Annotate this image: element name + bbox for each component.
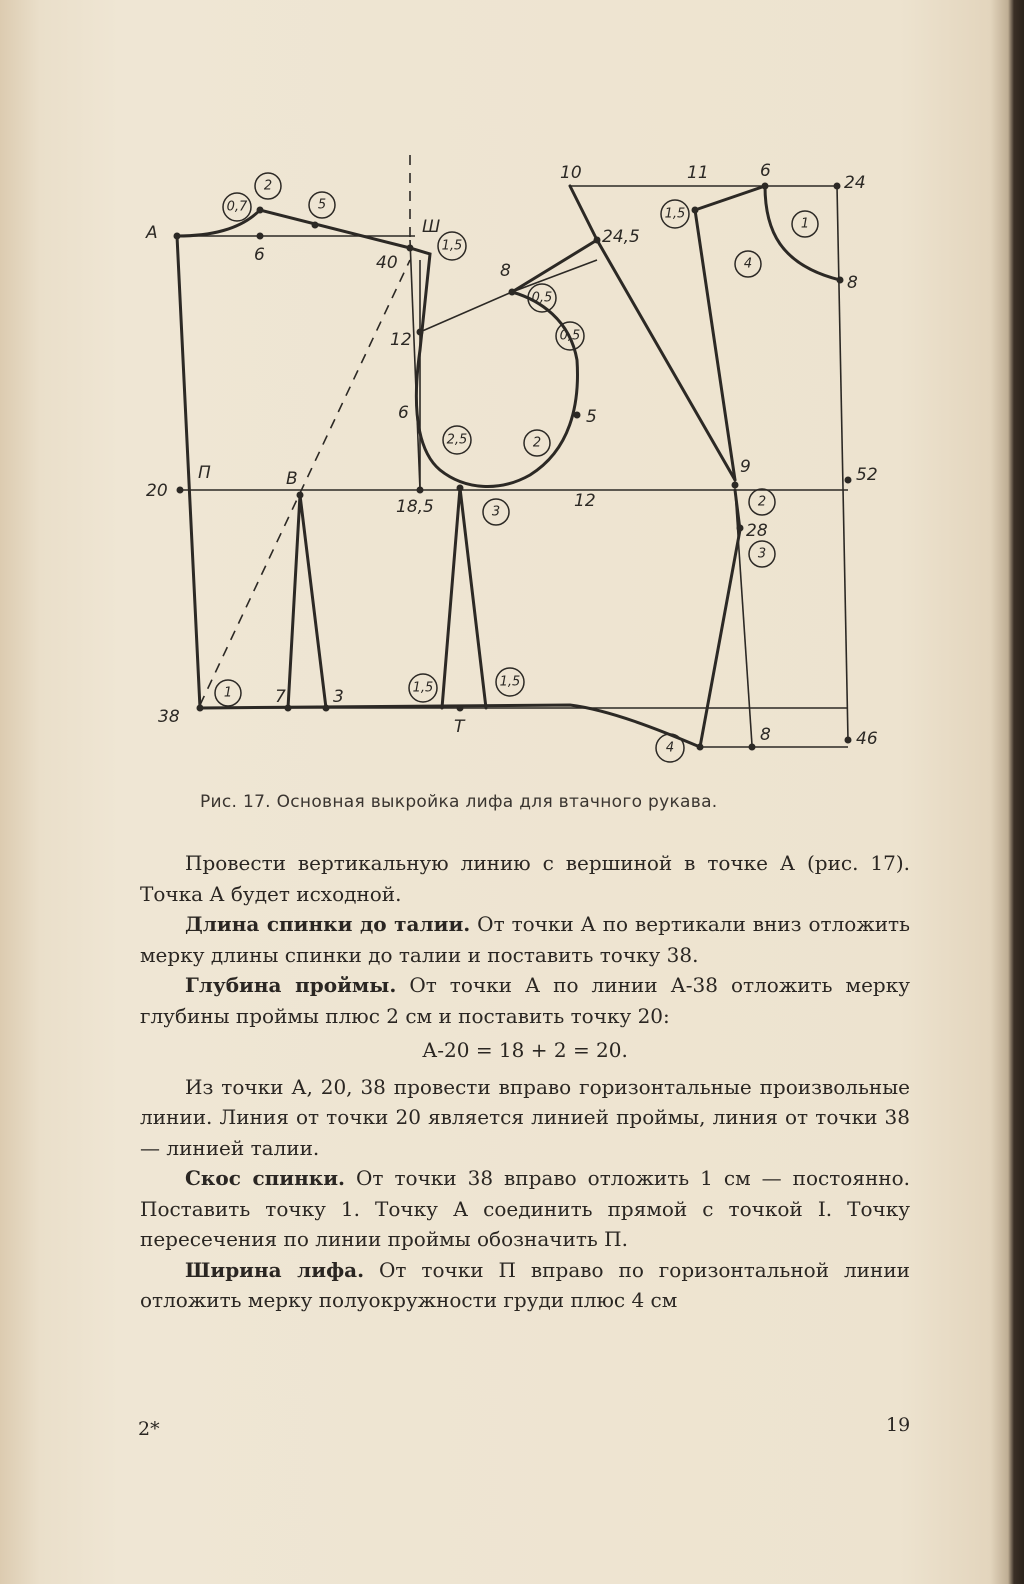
circle-0-7: 0,7 (226, 199, 248, 215)
circle-1-waist: 1 (223, 685, 233, 701)
formula: А-20 = 18 + 2 = 20. (422, 1038, 628, 1062)
label-20: 20 (146, 481, 168, 501)
label-24: 24 (844, 173, 866, 193)
circle-0-5-a: 0,5 (531, 290, 553, 306)
circle-3-armhole: 3 (491, 504, 501, 520)
label-52: 52 (856, 465, 878, 485)
circle-4-bottom: 4 (665, 740, 675, 756)
front-center-line (695, 210, 735, 480)
point-armhole-bottom (457, 485, 464, 492)
circle-3-side: 3 (757, 546, 767, 562)
label-b: В (286, 469, 298, 489)
heading-back-length: Длина спинки до талии. (185, 912, 471, 936)
label-5: 5 (586, 407, 597, 427)
paragraph-1: Провести вертикальную линию с вершиной в точке А (рис. 17). Точка А будет исходной. (140, 851, 910, 906)
point-24 (834, 183, 841, 190)
page-number: 19 (886, 1414, 911, 1436)
label-6-armhole: 6 (398, 403, 409, 423)
point-8-front (837, 277, 844, 284)
waist-line (200, 705, 700, 747)
point-t (457, 705, 464, 712)
circle-1-5-dart-left: 1,5 (412, 680, 434, 696)
pattern-drawing (140, 150, 920, 790)
front-shoulder (695, 186, 765, 210)
paragraph-6-body: От точки П вправо по горизонтальной линии отложить мерку полуокружности груди плюс 4 см (140, 1257, 910, 1312)
label-p: П (198, 463, 211, 483)
circle-1-5-shoulder: 1,5 (441, 238, 463, 254)
paragraph-6 (140, 1255, 910, 1316)
point-neck-top (257, 207, 264, 214)
label-6-front: 6 (760, 161, 771, 181)
figure-caption: Рис. 17. Основная выкройка лифа для втачного рукава. (200, 792, 718, 812)
bodice-pattern-diagram (140, 150, 920, 790)
point-b (297, 492, 304, 499)
circle-2-armhole: 2 (532, 435, 542, 451)
label-6-neck: 6 (254, 245, 265, 265)
label-8-bottom: 8 (760, 725, 771, 745)
circle-2-side: 2 (757, 494, 767, 510)
label-7: 7 (275, 687, 286, 707)
body-text (140, 848, 910, 1316)
circle-1-5-dart-right: 1,5 (499, 674, 521, 690)
label-t: Т (454, 717, 465, 737)
label-9: 9 (740, 457, 751, 477)
point-a (174, 233, 181, 240)
heading-back-slope: Скос спинки. (185, 1166, 346, 1190)
point-shoulder-5 (312, 222, 319, 229)
back-dart (288, 495, 326, 708)
point-20 (177, 487, 184, 494)
heading-armhole-depth: Глубина проймы. (185, 973, 397, 997)
label-18-5: 18,5 (396, 497, 434, 517)
label-12-left: 12 (390, 330, 412, 350)
label-12-right: 12 (574, 491, 596, 511)
circle-0-5-b: 0,5 (559, 328, 581, 344)
circle-1-neck: 1 (800, 216, 810, 232)
point-38 (197, 705, 204, 712)
label-8-armhole: 8 (500, 261, 511, 281)
label-3: 3 (333, 687, 344, 707)
label-a: А (146, 223, 158, 243)
label-11: 11 (687, 163, 709, 183)
point-8 (509, 289, 516, 296)
circle-4-neck: 4 (743, 256, 753, 272)
point-18-5 (417, 487, 424, 494)
back-side-line (177, 236, 200, 708)
diagonal-dashed-line (200, 260, 410, 705)
point-6-front (762, 183, 769, 190)
side-dart (442, 488, 486, 708)
point-bottom-4 (697, 744, 704, 751)
paragraph-4: Из точки А, 20, 38 провести вправо горизонтальные произвольные линии. Линия от точки 20 является линией проймы, линия от точки 38 — линией талии. (140, 1074, 910, 1160)
label-46: 46 (856, 729, 878, 749)
label-28: 28 (746, 521, 768, 541)
front-armhole-top (570, 186, 597, 240)
point-12 (417, 329, 424, 336)
point-40 (407, 245, 414, 252)
point-28 (737, 525, 744, 532)
paragraph-3 (140, 970, 910, 1031)
point-11 (692, 207, 699, 214)
paragraph-3-body: От точки А по линии А-38 отложить мерку глубины проймы плюс 2 см и поставить точку 20: (140, 973, 910, 1028)
circle-1-5-front: 1,5 (664, 206, 686, 222)
right-edge-line (837, 186, 848, 740)
point-5 (574, 412, 581, 419)
point-8-bottom (749, 744, 756, 751)
label-38: 38 (158, 707, 180, 727)
point-46 (845, 737, 852, 744)
heading-bodice-width: Ширина лифа. (185, 1257, 365, 1282)
point-neck-6 (257, 233, 264, 240)
point-52 (845, 477, 852, 484)
label-8-front: 8 (847, 273, 858, 293)
paragraph-2 (140, 909, 910, 970)
paragraph-5-body: От точки 38 вправо отложить 1 см — постоянно. Поставить точку 1. Точку А соединить прямой с точкой I. Точку пересечения по линии проймы обозначить П. (140, 1166, 910, 1251)
point-24-5 (594, 237, 601, 244)
paragraph-2-body: От точки А по вертикали вниз отложить мерку длины спинки до талии и поставить точку 38. (140, 912, 910, 967)
signature-mark: 2* (138, 1418, 160, 1440)
point-3 (323, 705, 330, 712)
circle-2-5: 2,5 (446, 432, 468, 448)
label-24-5: 24,5 (602, 227, 640, 247)
point-9 (732, 482, 739, 489)
label-sh: Ш (422, 217, 441, 237)
label-10: 10 (560, 163, 582, 183)
paragraph-5 (140, 1163, 910, 1255)
circle-5-top: 5 (317, 197, 327, 213)
circle-2-top: 2 (263, 178, 273, 194)
label-40: 40 (376, 253, 398, 273)
front-neckline (765, 186, 840, 280)
